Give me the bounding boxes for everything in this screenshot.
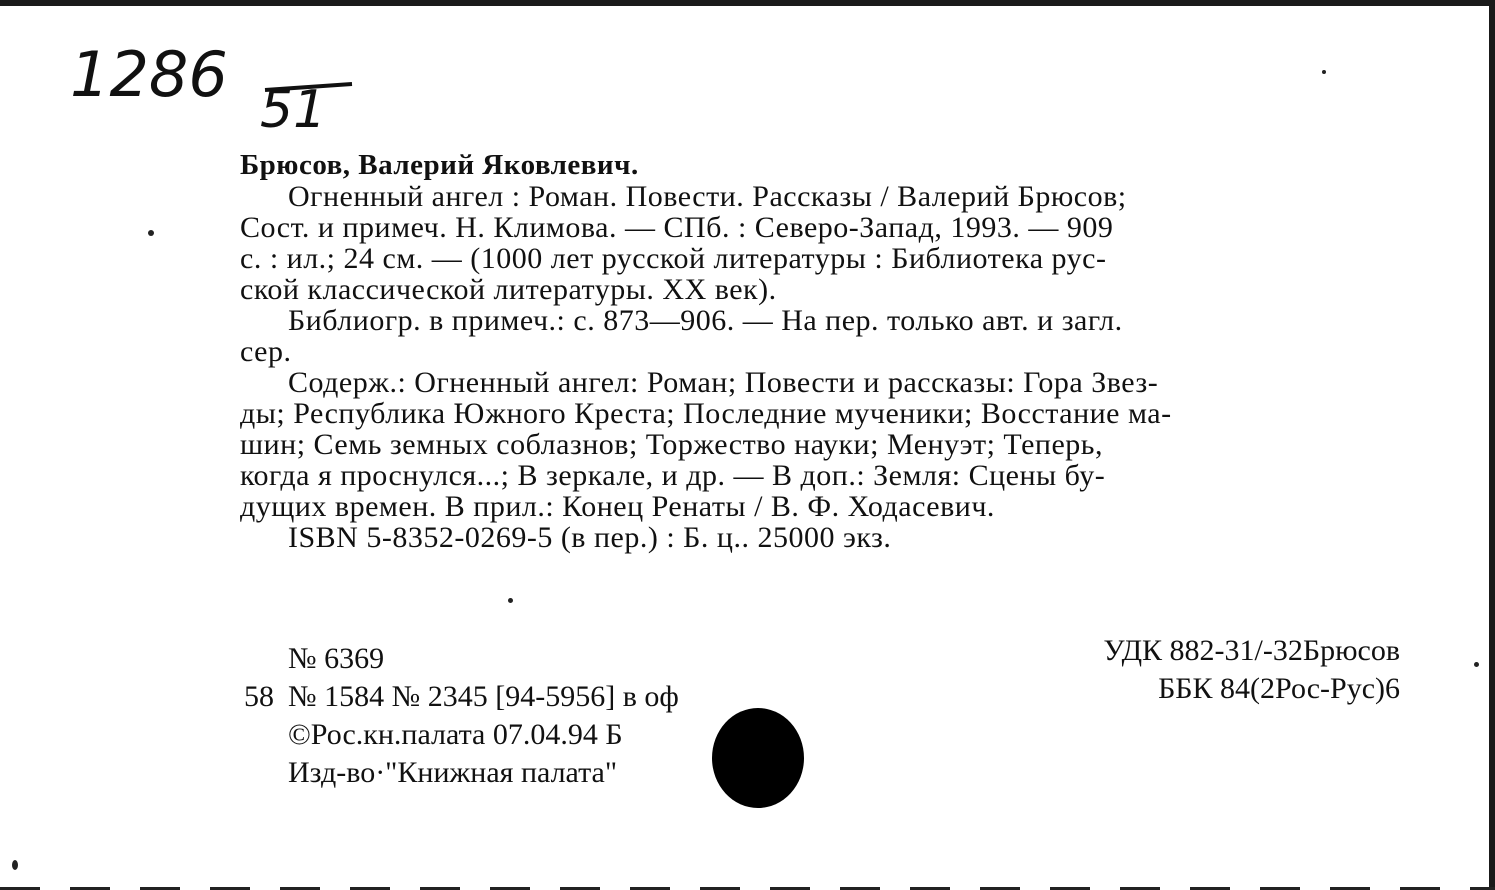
- card-footer-left: [244, 640, 679, 792]
- contents-line: шин; Семь земных соблазнов; Торжество науки; Менуэт; Теперь,: [240, 428, 1103, 461]
- contents-line: когда я проснулся...; В зеркале, и др. — В доп.: Земля: Сцены бу-: [240, 459, 1106, 492]
- ink-speck: [148, 230, 154, 236]
- handwritten-inventory-number: 1286: [70, 38, 228, 111]
- description-line: Сост. и примеч. Н. Климова. — СПб. : Северо-Запад, 1993. — 909: [240, 211, 1114, 244]
- ink-speck: [508, 598, 513, 603]
- publisher-line: Изд-во·"Книжная палата": [288, 756, 618, 789]
- ink-speck: [12, 860, 18, 870]
- entry-heading: Брюсов, Валерий Яковлевич.: [240, 149, 639, 181]
- udk-code: УДК 882-31/-32Брюсов: [1103, 634, 1400, 667]
- margin-number: 58: [244, 680, 274, 713]
- contents-line: ды; Республика Южного Креста; Последние мученики; Восстание ма-: [240, 397, 1172, 430]
- handwritten-shelf-mark: 51: [260, 80, 327, 140]
- ink-speck: [1474, 662, 1479, 667]
- handwritten-underline: [70, 28, 370, 138]
- note-line: Библиогр. в примеч.: с. 873—906. — На пер. только авт. и загл.: [288, 304, 1123, 337]
- note-line: сер.: [240, 335, 292, 368]
- card-footer-right: [1030, 632, 1400, 708]
- description-line: Огненный ангел : Роман. Повести. Рассказы / Валерий Брюсов;: [288, 180, 1127, 213]
- contents-line: Содерж.: Огненный ангел: Роман; Повести и рассказы: Гора Звез-: [288, 366, 1159, 399]
- registry-line: № 1584 № 2345 [94-5956] в оф: [288, 680, 679, 713]
- ink-blot: [712, 708, 804, 808]
- description-line: с. : ил.; 24 см. — (1000 лет русской литературы : Библиотека рус-: [240, 242, 1107, 275]
- copyright-line: ©Рос.кн.палата 07.04.94 Б: [288, 718, 623, 751]
- ink-speck: [1322, 70, 1326, 74]
- description-line: ской классической литературы. XX век).: [240, 273, 777, 306]
- card-top-edge: [0, 0, 1495, 6]
- card-number: № 6369: [288, 642, 385, 675]
- isbn-line: ISBN 5-8352-0269-5 (в пер.) : Б. ц.. 25000 экз.: [288, 521, 892, 554]
- handwritten-inventory-mark: [70, 28, 370, 138]
- contents-line: дущих времен. В прил.: Конец Ренаты / В. Ф. Ходасевич.: [240, 490, 995, 523]
- bibliographic-entry: [240, 150, 1400, 553]
- bbk-code: ББК 84(2Рос-Рус)6: [1158, 672, 1400, 705]
- card-right-edge: [1489, 0, 1495, 890]
